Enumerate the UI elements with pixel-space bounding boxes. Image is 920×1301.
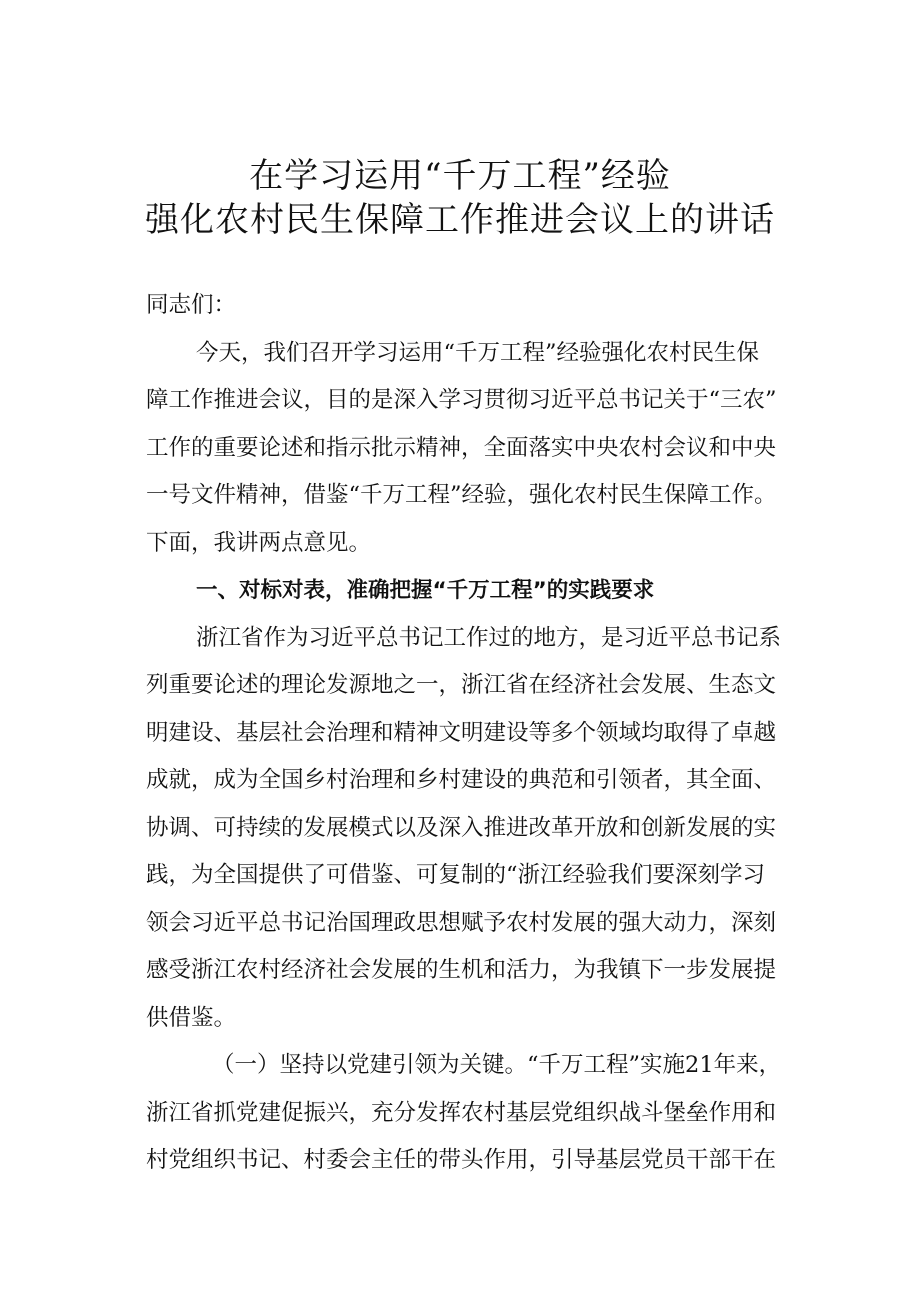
- section-paragraph-line: 明建设、基层社会治理和精神文明建设等多个领域均取得了卓越: [146, 719, 777, 746]
- intro-paragraph-line: 今天，我们召开学习运用“千万工程”经验强化农村民生保: [196, 339, 760, 366]
- salutation: 同志们：: [146, 292, 237, 318]
- section-paragraph-line: 感受浙江农村经济社会发展的生机和活力，为我镇下一步发展提: [146, 957, 777, 983]
- subsection-paragraph-line: 浙江省抓党建促振兴，充分发挥农村基层党组织战斗堡垒作用和: [146, 1099, 777, 1126]
- intro-paragraph-line: 下面，我讲两点意见。: [146, 529, 372, 556]
- document-title-line-2: 强化农村民生保障工作推进会议上的讲话: [145, 200, 775, 240]
- section-heading: 一、对标对表，准确把握“千万工程”的实践要求: [196, 578, 655, 603]
- section-paragraph-line: 成就，成为全国乡村治理和乡村建设的典范和引领者，其全面、: [146, 767, 777, 793]
- section-paragraph-line: 领会习近平总书记治国理政思想赋予农村发展的强大动力，深刻: [146, 909, 777, 936]
- section-paragraph-line: 协调、可持续的发展模式以及深入推进改革开放和创新发展的实: [146, 814, 777, 841]
- intro-paragraph-line: 障工作推进会议，目的是深入学习贯彻习近平总书记关于“三农”: [146, 387, 777, 413]
- section-paragraph-line: 列重要论述的理论发源地之一，浙江省在经济社会发展、生态文: [146, 672, 777, 698]
- section-paragraph-line: 浙江省作为习近平总书记工作过的地方，是习近平总书记系: [196, 624, 782, 651]
- intro-paragraph-line: 一号文件精神，借鉴“千万工程”经验，强化农村民生保障工作。: [146, 482, 777, 508]
- document-body: [146, 282, 806, 1185]
- section-paragraph-line: 供借鉴。: [146, 1004, 237, 1031]
- document-title-line-1: 在学习运用“千万工程”经验: [249, 156, 671, 196]
- subsection-paragraph-line: （一）坚持以党建引领为关键。“千万工程”实施21年来，: [212, 1052, 782, 1078]
- section-paragraph-line: 践，为全国提供了可借鉴、可复制的“浙江经验我们要深刻学习: [146, 862, 766, 888]
- intro-paragraph-line: 工作的重要论述和指示批示精神，全面落实中央农村会议和中央: [146, 434, 777, 461]
- subsection-paragraph-line: 村党组织书记、村委会主任的带头作用，引导基层党员干部干在: [146, 1147, 777, 1173]
